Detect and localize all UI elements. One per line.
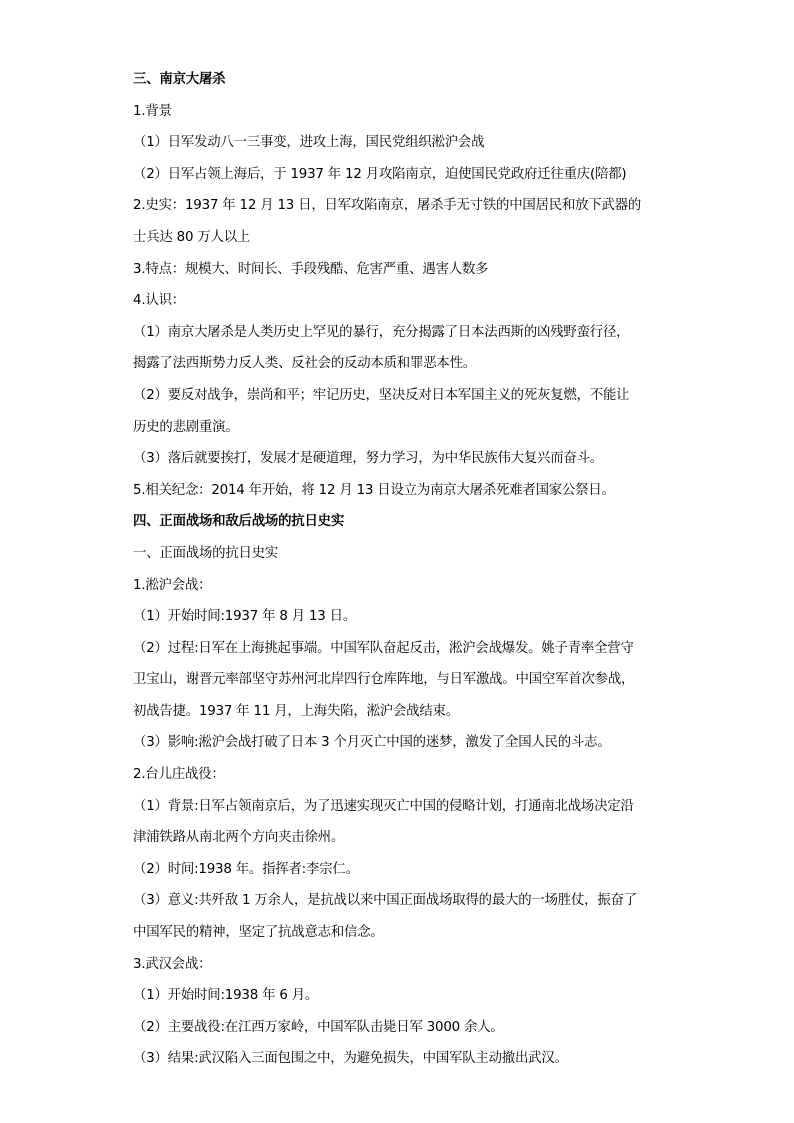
text-line: 1.淞沪会战：: [133, 577, 212, 593]
text-line: （2）要反对战争，崇尚和平；牢记历史，坚决反对日本军国主义的死灰复燃，不能让: [133, 387, 630, 403]
text-line: 3.武汉会战：: [133, 956, 212, 972]
text-line: （1）开始时间:1937 年 8 月 13 日。: [133, 609, 357, 625]
text-line: 历史的悲剧重演。: [133, 419, 239, 435]
text-line: 1.背景: [133, 103, 172, 119]
text-line: 4.认识：: [133, 293, 185, 309]
text-line: （2）日军占领上海后，于 1937 年 12 月攻陷南京，迫使国民党政府迁往重庆(陪都): [133, 166, 627, 182]
text-line: 5.相关纪念：2014 年开始，将 12 月 13 日设立为南京大屠杀死难者国家公祭日。: [133, 482, 615, 498]
section-heading: 四、正面战场和敌后战场的抗日史实: [133, 514, 345, 530]
text-line: 津浦铁路从南北两个方向夹击徐州。: [133, 830, 345, 846]
text-line: 2.台儿庄战役：: [133, 767, 225, 783]
text-line: （3）落后就要挨打，发展才是硬道理，努力学习，为中华民族伟大复兴而奋斗。: [133, 451, 603, 467]
text-line: 3.特点：规模大、时间长、手段残酷、危害严重、遇害人数多: [133, 261, 489, 277]
text-line: （1）背景:日军占领南京后，为了迅速实现灭亡中国的侵略计划，打通南北战场决定沿: [133, 798, 634, 814]
text-line: 一、正面战场的抗日史实: [133, 545, 279, 561]
text-line: 初战告捷。1937 年 11 月，上海失陷，淞沪会战结束。: [133, 703, 459, 719]
text-line: （2）过程:日军在上海挑起事端。中国军队奋起反击，淞沪会战爆发。姚子青率全营守: [133, 640, 634, 656]
text-line: （2）主要战役:在江西万家岭，中国军队击毙日军 3000 余人。: [133, 1019, 504, 1035]
text-line: （3）意义:共歼敌 1 万余人，是抗战以来中国正面战场取得的最大的一场胜仗，振奋了: [133, 893, 637, 909]
text-line: （3）影响:淞沪会战打破了日本 3 个月灭亡中国的迷梦，激发了全国人民的斗志。: [133, 735, 611, 751]
text-line: 中国军民的精神，坚定了抗战意志和信念。: [133, 925, 384, 941]
text-line: （1）开始时间:1938 年 6 月。: [133, 988, 319, 1004]
text-line: （1）南京大屠杀是人类历史上罕见的暴行，充分揭露了日本法西斯的凶残野蛮行径，: [133, 324, 630, 340]
document-body: [133, 64, 673, 1075]
text-line: 2.史实：1937 年 12 月 13 日，日军攻陷南京，屠杀手无寸铁的中国居民和放下武器的: [133, 198, 642, 214]
text-line: （3）结果:武汉陷入三面包围之中，为避免损失，中国军队主动撤出武汉。: [133, 1051, 568, 1067]
text-line: （1）日军发动八一三事变，进攻上海，国民党组织淞沪会战: [133, 135, 485, 151]
text-line: 揭露了法西斯势力反人类、反社会的反动本质和罪恶本性。: [133, 356, 476, 372]
section-heading: 三、南京大屠杀: [133, 72, 226, 87]
text-line: 卫宝山，谢晋元率部坚守苏州河北岸四行仓库阵地，与日军激战。中国空军首次参战，: [133, 672, 635, 688]
text-line: （2）时间:1938 年。指挥者:李宗仁。: [133, 861, 359, 877]
text-line: 士兵达 80 万人以上: [133, 229, 251, 245]
